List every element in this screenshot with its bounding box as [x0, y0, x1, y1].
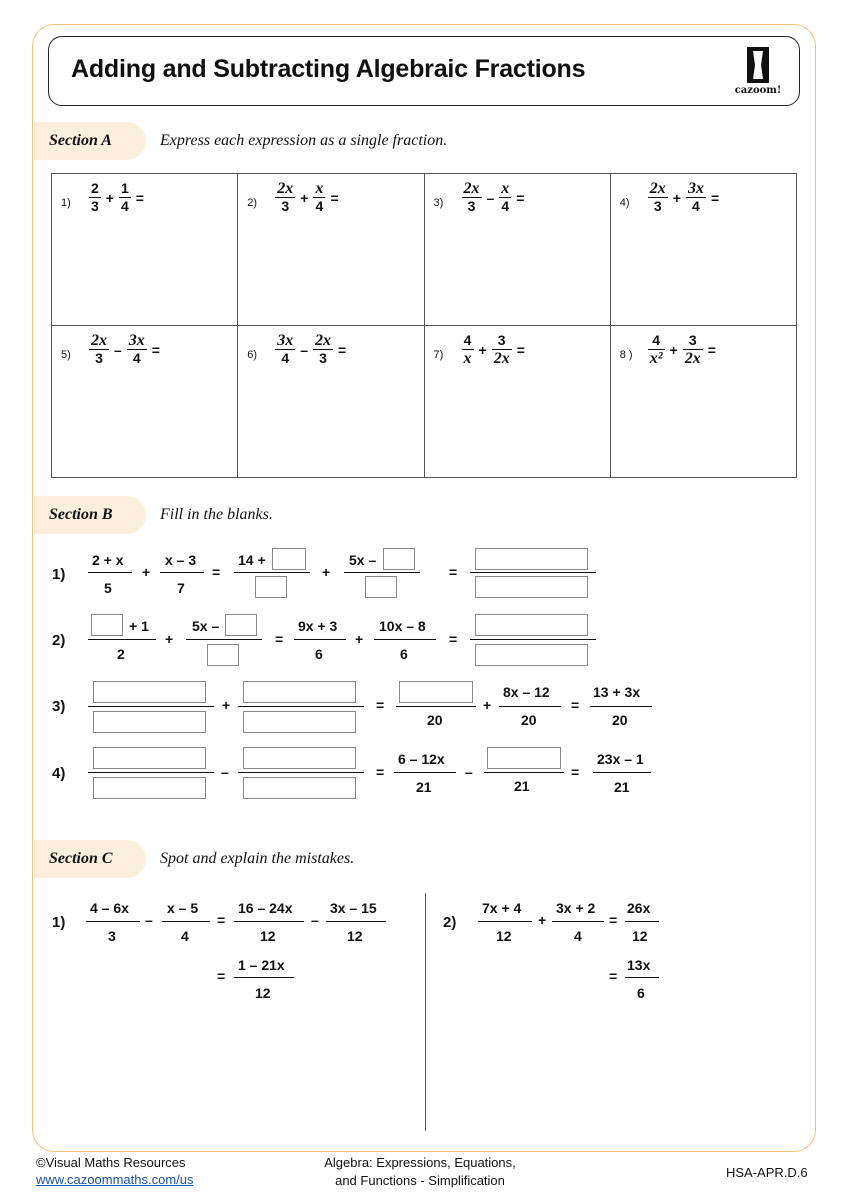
footer-link[interactable]: www.cazoommaths.com/us: [36, 1172, 194, 1187]
footer-copyright: ©Visual Maths Resources: [36, 1155, 186, 1170]
numerator: 2: [91, 180, 99, 196]
plus-sign: +: [222, 697, 231, 713]
equals-sign: =: [571, 764, 580, 780]
plus-sign: +: [538, 912, 547, 928]
plus-sign: +: [355, 631, 364, 647]
page-title: Adding and Subtracting Algebraic Fractions: [71, 55, 586, 83]
numerator: 13 + 3x: [593, 684, 641, 700]
numerator: 5x –: [192, 618, 220, 634]
numerator: 14 +: [238, 552, 266, 568]
numerator: 3: [688, 332, 697, 348]
minus-sign: –: [145, 912, 153, 928]
question-cell[interactable]: [52, 326, 238, 478]
blank-box[interactable]: [91, 614, 123, 636]
blank-box[interactable]: [93, 711, 206, 733]
numerator: + 1: [129, 618, 149, 634]
numerator: 13x: [627, 957, 651, 973]
minus-sign: –: [465, 764, 473, 780]
equals-sign: =: [571, 697, 580, 713]
equals-sign: =: [449, 564, 458, 580]
section-c-tab: [34, 840, 146, 878]
blank-box[interactable]: [93, 777, 206, 799]
section-a-label: Section A: [49, 132, 112, 149]
numerator: 16 – 24x: [238, 900, 293, 916]
denominator: 3: [653, 198, 662, 215]
numerator: 8x – 12: [503, 684, 550, 700]
numerator: x – 5: [167, 900, 199, 916]
numerator: 2x: [315, 332, 332, 349]
denominator: 3: [108, 928, 116, 944]
minus-sign: –: [221, 764, 229, 780]
section-a-tab: [34, 122, 146, 160]
equals-sign: =: [376, 697, 385, 713]
expression: [459, 180, 527, 215]
blank-box[interactable]: [243, 747, 356, 769]
numerator: 2x: [91, 332, 107, 349]
equals-sign: =: [330, 189, 339, 206]
blank-box[interactable]: [475, 576, 588, 598]
cazoom-logo: [733, 43, 783, 99]
numerator: 3: [497, 332, 506, 348]
numerator: 3x + 2: [556, 900, 596, 916]
blank-box[interactable]: [272, 548, 306, 570]
blank-box[interactable]: [243, 777, 356, 799]
section-c-instruction: Spot and explain the mistakes.: [160, 850, 355, 867]
numerator: 4: [463, 332, 472, 348]
section-a-grid: [51, 173, 797, 478]
denominator: x²: [649, 350, 663, 368]
question-number: 6): [247, 349, 258, 361]
section-a-instruction: Express each expression as a single fraction.: [160, 132, 448, 149]
footer-standard-code: HSA-APR.D.6: [726, 1165, 808, 1180]
equals-sign: =: [212, 564, 221, 580]
operator: +: [672, 189, 681, 206]
numerator: x: [315, 180, 324, 197]
operator: +: [300, 189, 309, 206]
numerator: 1: [120, 180, 129, 196]
denominator: x: [463, 350, 472, 368]
question-number: 7): [433, 349, 444, 361]
blank-box[interactable]: [207, 644, 239, 666]
numerator: 3x: [277, 332, 294, 349]
operator: –: [114, 341, 122, 358]
numerator: x – 3: [165, 552, 197, 568]
numerator: 6 – 12x: [398, 751, 445, 767]
denominator: 4: [501, 198, 510, 215]
denominator: 21: [614, 779, 630, 795]
numerator: 2x: [649, 180, 666, 197]
question-number: 3): [433, 197, 444, 209]
question-cell[interactable]: [610, 326, 796, 478]
section-b-tab: [34, 496, 146, 534]
denominator: 6: [637, 985, 645, 1001]
denominator: 2x: [684, 350, 701, 368]
blank-box[interactable]: [243, 681, 356, 703]
section-b-instruction: Fill in the blanks.: [160, 506, 273, 523]
question-cell[interactable]: [610, 174, 796, 326]
expression: [86, 332, 162, 367]
denominator: 3: [91, 198, 99, 215]
denominator: 2: [117, 646, 125, 662]
equals-sign: =: [710, 189, 720, 206]
question-number: 4): [52, 765, 66, 782]
denominator: 2x: [493, 350, 510, 368]
blank-box[interactable]: [365, 576, 397, 598]
numerator: 10x – 8: [379, 618, 426, 634]
operator: +: [669, 341, 678, 358]
denominator: 3: [95, 350, 103, 367]
denominator: 20: [427, 712, 443, 728]
numerator: 4 – 6x: [90, 900, 129, 916]
operator: +: [478, 341, 487, 358]
numerator: 7x + 4: [482, 900, 522, 916]
denominator: 4: [181, 928, 189, 944]
equals-sign: =: [151, 341, 160, 358]
equals-sign: =: [135, 189, 144, 206]
footer-topic-line-1: Algebra: Expressions, Equations,: [324, 1155, 516, 1170]
question-number: 1): [52, 914, 66, 931]
denominator: 12: [255, 985, 271, 1001]
numerator: 9x + 3: [298, 618, 338, 634]
blank-box[interactable]: [255, 576, 287, 598]
question-cell[interactable]: [238, 174, 424, 326]
question-number: 3): [52, 698, 66, 715]
blank-box[interactable]: [475, 644, 588, 666]
denominator: 12: [496, 928, 512, 944]
denominator: 3: [281, 198, 290, 215]
footer-topic-line-2: and Functions - Simplification: [335, 1173, 505, 1188]
denominator: 3: [319, 350, 327, 367]
numerator: 5x –: [349, 552, 377, 568]
denominator: 4: [315, 198, 324, 215]
denominator: 6: [400, 646, 408, 662]
section-c-label: Section C: [49, 850, 113, 867]
plus-sign: +: [165, 631, 174, 647]
plus-sign: +: [322, 564, 331, 580]
expression: [645, 180, 721, 215]
logo-text: cazoom!: [734, 85, 782, 96]
blank-box[interactable]: [383, 548, 415, 570]
numerator: 3x: [687, 180, 704, 197]
denominator: 4: [120, 198, 129, 215]
blank-box[interactable]: [93, 747, 206, 769]
denominator: 12: [260, 928, 276, 944]
numerator: 26x: [627, 900, 651, 916]
blank-box[interactable]: [487, 747, 561, 769]
denominator: 3: [467, 198, 476, 215]
blank-box[interactable]: [243, 711, 356, 733]
denominator: 4: [692, 198, 700, 215]
blank-box[interactable]: [225, 614, 257, 636]
equals-sign: =: [338, 341, 347, 358]
question-number: 1): [52, 566, 66, 583]
numerator: 2x: [277, 180, 294, 197]
blank-box[interactable]: [475, 548, 588, 570]
denominator: 5: [104, 580, 112, 596]
denominator: 7: [177, 580, 185, 596]
question-cell[interactable]: [424, 174, 610, 326]
numerator: 2x: [463, 180, 480, 197]
plus-sign: +: [483, 697, 492, 713]
denominator: 20: [521, 712, 537, 728]
minus-sign: –: [311, 912, 319, 928]
numerator: 3x: [128, 332, 145, 349]
operator: –: [300, 341, 309, 358]
denominator: 6: [315, 646, 323, 662]
numerator: 1 – 21x: [238, 957, 285, 973]
equals-sign: =: [609, 912, 618, 928]
equals-sign: =: [217, 968, 226, 984]
numerator: 2 + x: [92, 552, 124, 568]
numerator: 4: [652, 332, 661, 348]
numerator: x: [501, 180, 510, 197]
denominator: 21: [514, 778, 530, 794]
question-number: 5): [61, 349, 71, 361]
question-number: 2): [443, 914, 457, 931]
equals-sign: =: [376, 764, 385, 780]
title-box: [48, 36, 800, 106]
equals-sign: =: [516, 189, 525, 206]
equals-sign: =: [609, 968, 618, 984]
denominator: 12: [632, 928, 648, 944]
denominator: 12: [347, 928, 363, 944]
numerator: 3x – 15: [330, 900, 377, 916]
numerator: 23x – 1: [597, 751, 644, 767]
logo-figure-icon: [733, 43, 783, 87]
equals-sign: =: [275, 631, 284, 647]
column-divider: [425, 893, 426, 1131]
denominator: 4: [132, 350, 141, 367]
blank-box[interactable]: [475, 614, 588, 636]
section-b-label: Section B: [49, 506, 113, 523]
equals-sign: =: [449, 631, 458, 647]
equals-sign: =: [707, 341, 716, 358]
equals-sign: =: [217, 912, 226, 928]
denominator: 21: [416, 779, 432, 795]
question-number: 4): [619, 197, 630, 209]
question-cell[interactable]: [424, 326, 610, 478]
question-number: 8 ): [619, 349, 633, 361]
question-number: 1): [61, 197, 71, 209]
expression: [272, 332, 348, 367]
question-number: 2): [247, 197, 258, 209]
denominator: 4: [281, 350, 290, 367]
blank-box[interactable]: [93, 681, 206, 703]
denominator: 4: [574, 928, 582, 944]
expression: [272, 180, 340, 215]
denominator: 20: [612, 712, 628, 728]
plus-sign: +: [142, 564, 151, 580]
blank-box[interactable]: [399, 681, 473, 703]
operator: +: [105, 189, 114, 206]
question-number: 2): [52, 632, 66, 649]
question-cell[interactable]: [238, 326, 424, 478]
operator: –: [486, 189, 495, 206]
equals-sign: =: [516, 341, 525, 358]
question-cell[interactable]: [52, 174, 238, 326]
expression: [645, 332, 718, 367]
expression: [459, 332, 527, 367]
expression: [86, 180, 146, 215]
